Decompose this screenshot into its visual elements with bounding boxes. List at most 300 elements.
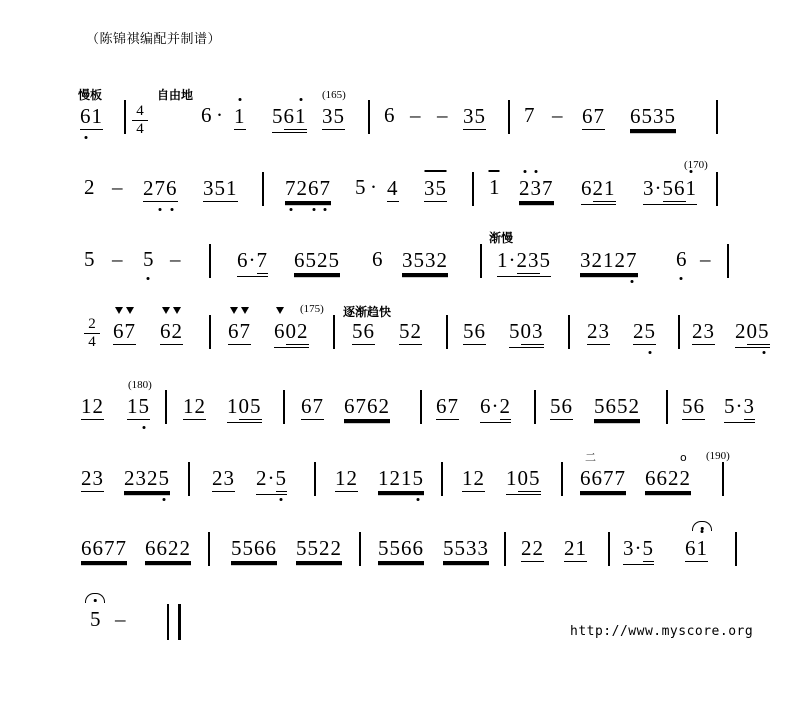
note-digit: 3 bbox=[643, 176, 655, 200]
octave-dot-low bbox=[159, 208, 162, 211]
term-ziyoudi: 自由地 bbox=[157, 88, 194, 102]
note-digit: 1 bbox=[295, 105, 307, 127]
note-digit: 5 bbox=[413, 248, 425, 272]
note-digit: 6 bbox=[582, 104, 594, 128]
note-group bbox=[519, 177, 554, 202]
final-double-barline bbox=[167, 604, 181, 640]
barline bbox=[568, 315, 570, 349]
note-digit: 2 bbox=[692, 319, 704, 343]
note-digit: 2 bbox=[147, 466, 159, 490]
note-digit: 1 bbox=[575, 536, 587, 560]
note-group bbox=[183, 395, 206, 420]
note-digit: 7 bbox=[312, 394, 324, 418]
barline bbox=[124, 100, 126, 134]
note-digit: 5 bbox=[641, 104, 653, 128]
note-digit: 0 bbox=[746, 319, 758, 343]
time-sig-numerator: 2 bbox=[84, 317, 100, 334]
note-group bbox=[580, 249, 638, 274]
barline bbox=[480, 244, 482, 278]
note-group bbox=[143, 177, 178, 202]
system-5 bbox=[0, 378, 790, 440]
measure-number: (165) bbox=[322, 89, 346, 101]
measure-number: (190) bbox=[706, 450, 730, 462]
beam-subgroup bbox=[643, 537, 655, 562]
note-group bbox=[506, 467, 541, 495]
note-digit: 6 bbox=[145, 536, 157, 560]
note-digit: 5 bbox=[214, 176, 226, 200]
barline bbox=[314, 462, 316, 496]
note-digit: 2 bbox=[628, 394, 640, 418]
note-digit: 3 bbox=[531, 177, 543, 199]
note-digit: 5 bbox=[399, 319, 411, 343]
note-digit: 2 bbox=[592, 176, 604, 200]
barline bbox=[735, 532, 737, 566]
note-digit: 5 bbox=[436, 177, 448, 199]
beam-subgroup bbox=[284, 105, 307, 130]
note-digit: 6 bbox=[363, 319, 375, 343]
barline bbox=[678, 315, 680, 349]
note-group bbox=[436, 395, 459, 420]
note-digit: 5 bbox=[509, 319, 521, 343]
note-group bbox=[80, 105, 103, 130]
note-digit: 6 bbox=[401, 536, 413, 560]
note-digit: 2 bbox=[378, 394, 390, 418]
augmentation-dot: · bbox=[735, 394, 744, 418]
fermata-icon bbox=[692, 521, 712, 531]
note-group bbox=[497, 249, 551, 277]
note-digit: 5 bbox=[539, 248, 551, 272]
note-digit: 6 bbox=[581, 176, 593, 200]
note-group bbox=[463, 105, 486, 130]
octave-dot-low bbox=[163, 498, 166, 501]
note-digit: 6 bbox=[156, 536, 168, 560]
note-digit: 6 bbox=[80, 105, 92, 127]
octave-dot-low bbox=[649, 351, 652, 354]
measure-number: (170) bbox=[684, 159, 708, 171]
octave-dot-low bbox=[312, 208, 315, 211]
barline bbox=[359, 532, 361, 566]
note-digit: 1 bbox=[686, 177, 698, 199]
barline bbox=[188, 462, 190, 496]
note: 6 bbox=[384, 103, 395, 127]
note-group bbox=[633, 320, 656, 345]
augmentation-dot: · bbox=[491, 394, 500, 418]
note-group bbox=[509, 320, 544, 348]
note-group bbox=[564, 537, 587, 562]
barline bbox=[333, 315, 335, 349]
note-digit: 1 bbox=[462, 466, 474, 490]
note-digit: 6 bbox=[160, 320, 172, 342]
note-digit: 7 bbox=[447, 394, 459, 418]
note-digit: 2 bbox=[499, 394, 511, 418]
note-digit: 2 bbox=[296, 176, 308, 200]
note-digit: 5 bbox=[296, 536, 308, 560]
note-group bbox=[735, 320, 770, 348]
note-digit: 1 bbox=[227, 394, 239, 418]
time-sig-denominator: 4 bbox=[136, 121, 144, 137]
note-digit: 3 bbox=[203, 176, 215, 200]
note-digit: 7 bbox=[285, 177, 297, 199]
note-digit: 2 bbox=[319, 536, 331, 560]
note-group bbox=[630, 105, 676, 130]
note-digit: 2 bbox=[587, 319, 599, 343]
note-digit: 1 bbox=[506, 466, 518, 490]
note-group bbox=[124, 467, 170, 492]
system-4 bbox=[0, 303, 790, 365]
note-digit: 3 bbox=[532, 319, 544, 343]
note-digit: 1 bbox=[378, 466, 390, 490]
note-digit: 5 bbox=[642, 536, 654, 560]
note-digit: 3 bbox=[402, 248, 414, 272]
barline bbox=[716, 172, 718, 206]
note-digit: 2 bbox=[532, 536, 544, 560]
octave-dot-high bbox=[299, 98, 302, 101]
note-group bbox=[234, 105, 246, 130]
barline bbox=[561, 462, 563, 496]
note-digit: 7 bbox=[320, 177, 332, 199]
note-digit: 2 bbox=[436, 248, 448, 272]
note-group bbox=[594, 395, 640, 420]
measure-number: (175) bbox=[300, 303, 324, 315]
barline bbox=[446, 315, 448, 349]
beam-subgroup bbox=[747, 320, 770, 345]
note-group bbox=[480, 395, 511, 423]
note-digit: 5 bbox=[242, 536, 254, 560]
time-sig-denominator: 4 bbox=[88, 334, 96, 350]
note-digit: 1 bbox=[401, 466, 413, 490]
note-digit: 2 bbox=[92, 394, 104, 418]
note-digit: 5 bbox=[328, 248, 340, 272]
note-digit: 6 bbox=[561, 394, 573, 418]
note-digit: 6 bbox=[480, 394, 492, 418]
barline bbox=[165, 390, 167, 424]
note-group bbox=[462, 467, 485, 492]
system-3 bbox=[0, 232, 790, 294]
beam-subgroup bbox=[593, 177, 616, 202]
note-digit: 2 bbox=[194, 394, 206, 418]
note-digit: 6 bbox=[237, 248, 249, 272]
sustain-dash: – bbox=[112, 247, 123, 271]
augmentation-dot: · bbox=[267, 466, 276, 490]
barline bbox=[262, 172, 264, 206]
note-group bbox=[581, 177, 616, 205]
note-digit: 7 bbox=[104, 536, 116, 560]
note-digit: 7 bbox=[542, 176, 554, 200]
note-digit: 6 bbox=[580, 466, 592, 490]
octave-dot-low bbox=[762, 351, 765, 354]
note-group bbox=[463, 320, 486, 345]
note-digit: 2 bbox=[124, 466, 136, 490]
system-2 bbox=[0, 160, 790, 222]
note-digit: 5 bbox=[758, 320, 770, 342]
note-digit: 6 bbox=[301, 394, 313, 418]
octave-dot-low bbox=[680, 277, 683, 280]
note bbox=[143, 249, 154, 270]
note-digit: 6 bbox=[645, 466, 657, 490]
note-digit: 2 bbox=[516, 248, 528, 272]
barline bbox=[441, 462, 443, 496]
barline bbox=[722, 462, 724, 496]
note-digit: 3 bbox=[477, 536, 489, 560]
note-digit: 3 bbox=[580, 248, 592, 272]
note-digit: 5 bbox=[724, 394, 736, 418]
note-digit: 6 bbox=[436, 394, 448, 418]
beam-subgroup bbox=[239, 395, 262, 420]
note-digit: 7 bbox=[115, 536, 127, 560]
beam-subgroup bbox=[276, 467, 288, 492]
staccato-wedge bbox=[173, 307, 181, 314]
harmonic-mark: o bbox=[680, 451, 687, 464]
note-digit: 7 bbox=[603, 466, 615, 490]
note-digit: 5 bbox=[389, 536, 401, 560]
note-group bbox=[228, 320, 251, 345]
note-group bbox=[81, 537, 127, 562]
note-digit: 2 bbox=[519, 177, 531, 199]
barline bbox=[534, 390, 536, 424]
note-digit: 1 bbox=[234, 105, 246, 127]
beam-subgroup bbox=[257, 249, 269, 274]
note-group bbox=[352, 320, 375, 345]
composer-credit: （陈锦祺编配并制谱） bbox=[86, 32, 222, 47]
note-digit: 5 bbox=[474, 104, 486, 128]
octave-dot-low bbox=[143, 426, 146, 429]
note-group bbox=[685, 537, 708, 562]
note-group bbox=[237, 249, 268, 277]
note-digit: 6 bbox=[254, 536, 266, 560]
note-digit: 5 bbox=[307, 536, 319, 560]
beam-subgroup bbox=[518, 467, 541, 492]
beam-subgroup bbox=[663, 177, 686, 202]
note-digit: 1 bbox=[497, 248, 509, 272]
note: 6 bbox=[372, 247, 383, 271]
barline bbox=[420, 390, 422, 424]
barline bbox=[504, 532, 506, 566]
note-digit: 5 bbox=[250, 394, 262, 418]
augmentation-dot: · bbox=[634, 536, 643, 560]
note-digit: 2 bbox=[179, 536, 191, 560]
note-digit: 3 bbox=[623, 536, 635, 560]
note-digit: 2 bbox=[633, 319, 645, 343]
staccato-wedge bbox=[241, 307, 249, 314]
sustain-dash: – bbox=[170, 247, 181, 271]
note-group bbox=[550, 395, 573, 420]
term-manban: 慢板 bbox=[78, 88, 103, 102]
barline bbox=[608, 532, 610, 566]
note-digit: 6 bbox=[656, 466, 668, 490]
note-group bbox=[692, 320, 715, 345]
barline bbox=[209, 315, 211, 349]
note-group bbox=[81, 395, 104, 420]
note-group bbox=[645, 467, 691, 492]
note-digit: 2 bbox=[473, 466, 485, 490]
note-digit: 6 bbox=[274, 320, 286, 342]
time-signature-2-4 bbox=[84, 317, 100, 350]
note-digit: 6 bbox=[265, 536, 277, 560]
note-digit: 5 bbox=[159, 467, 171, 489]
note-group bbox=[285, 177, 331, 202]
note-digit: 5 bbox=[529, 466, 541, 490]
note-group bbox=[344, 395, 390, 420]
octave-dot-low bbox=[324, 208, 327, 211]
note-digit: 1 bbox=[604, 176, 616, 200]
note-group bbox=[127, 395, 150, 420]
note-digit: 2 bbox=[168, 536, 180, 560]
note-digit: 6 bbox=[674, 176, 686, 200]
note-digit: 2 bbox=[389, 466, 401, 490]
note-digit: 7 bbox=[593, 104, 605, 128]
note-group bbox=[682, 395, 705, 420]
note-group bbox=[582, 105, 605, 130]
barline bbox=[208, 532, 210, 566]
note-digit: 0 bbox=[517, 466, 529, 490]
barline bbox=[283, 390, 285, 424]
note-digit: 6 bbox=[412, 536, 424, 560]
note-digit: 1 bbox=[335, 466, 347, 490]
note-digit: 1 bbox=[127, 394, 139, 418]
note-digit: 2 bbox=[564, 536, 576, 560]
system-1 bbox=[0, 88, 790, 150]
note-digit: 3 bbox=[463, 104, 475, 128]
octave-dot-low bbox=[417, 498, 420, 501]
note-group bbox=[81, 467, 104, 492]
octave-dot-low bbox=[147, 277, 150, 280]
note-digit: 5 bbox=[550, 394, 562, 418]
octave-bar-high bbox=[436, 170, 447, 172]
source-url: http://www.myscore.org bbox=[570, 624, 754, 639]
note-digit: 7 bbox=[256, 248, 268, 272]
sustain-dash: – bbox=[437, 103, 448, 127]
note-digit: 0 bbox=[238, 394, 250, 418]
note-group bbox=[212, 467, 235, 492]
note-digit: 6 bbox=[685, 536, 697, 560]
augmentation-dot: · bbox=[370, 175, 377, 199]
note-group bbox=[256, 467, 287, 495]
note-digit: 0 bbox=[285, 319, 297, 343]
term-zhujianquikuai: 逐渐趋快 bbox=[343, 305, 392, 319]
note-digit: 5 bbox=[276, 467, 288, 489]
note-digit: 5 bbox=[333, 104, 345, 128]
note-group bbox=[724, 395, 755, 423]
note-digit: 5 bbox=[90, 607, 101, 631]
measure-number: (180) bbox=[128, 379, 152, 391]
note-digit: 7 bbox=[240, 320, 252, 342]
note-digit: 7 bbox=[614, 466, 626, 490]
note-digit: 6 bbox=[676, 247, 687, 271]
barline bbox=[727, 244, 729, 278]
beam-subgroup bbox=[500, 395, 512, 420]
sustain-dash: – bbox=[115, 607, 126, 631]
staccato-wedge bbox=[276, 307, 284, 314]
note-digit: 5 bbox=[139, 395, 151, 417]
note-digit: 3 bbox=[743, 394, 755, 418]
sustain-dash: – bbox=[410, 103, 421, 127]
note-digit: 6 bbox=[228, 320, 240, 342]
note-digit: 1 bbox=[91, 104, 103, 128]
note-digit: 2 bbox=[735, 319, 747, 343]
note-group bbox=[296, 537, 342, 562]
octave-dot-low bbox=[84, 136, 87, 139]
note-digit: 2 bbox=[346, 466, 358, 490]
note-digit: 7 bbox=[155, 177, 167, 199]
note-digit: 5 bbox=[594, 394, 606, 418]
barline bbox=[368, 100, 370, 134]
octave-dot-high bbox=[238, 98, 241, 101]
note: 5 bbox=[355, 175, 366, 199]
fermata-icon bbox=[85, 593, 105, 603]
note-digit: 6 bbox=[92, 536, 104, 560]
octave-dot-high bbox=[523, 170, 526, 173]
note-digit: 6 bbox=[367, 394, 379, 418]
note-digit: 6 bbox=[113, 320, 125, 342]
note-digit: 5 bbox=[664, 104, 676, 128]
augmentation-dot: · bbox=[508, 248, 517, 272]
barline bbox=[716, 100, 718, 134]
note-digit: 2 bbox=[172, 320, 184, 342]
note-digit: 5 bbox=[231, 536, 243, 560]
term-jianman: 渐慢 bbox=[489, 231, 514, 245]
augmentation-dot: · bbox=[248, 248, 257, 272]
system-7 bbox=[0, 520, 790, 582]
note: 2 bbox=[84, 175, 95, 199]
octave-dot-high bbox=[535, 170, 538, 173]
note-digit: 3 bbox=[598, 319, 610, 343]
note-digit: 3 bbox=[466, 536, 478, 560]
note-digit: 5 bbox=[352, 319, 364, 343]
note-group bbox=[443, 537, 489, 562]
octave-dot-low bbox=[280, 498, 283, 501]
note-digit: 5 bbox=[645, 320, 657, 342]
barline bbox=[472, 172, 474, 206]
note-digit: 3 bbox=[528, 248, 540, 272]
note-digit: 6 bbox=[693, 394, 705, 418]
note-digit: 0 bbox=[520, 319, 532, 343]
note-group bbox=[587, 320, 610, 345]
note-group bbox=[203, 177, 238, 202]
note-group bbox=[402, 249, 448, 274]
note-digit: 7 bbox=[355, 394, 367, 418]
note-digit: 6 bbox=[605, 394, 617, 418]
note-digit: 2 bbox=[668, 466, 680, 490]
note-digit: 2 bbox=[521, 536, 533, 560]
note-digit: 5 bbox=[682, 394, 694, 418]
note-group bbox=[301, 395, 324, 420]
note-group bbox=[643, 177, 697, 205]
system-8 bbox=[0, 592, 790, 654]
string-indication: 二 bbox=[585, 451, 596, 464]
note-digit: 2 bbox=[317, 248, 329, 272]
note-digit: 2 bbox=[591, 248, 603, 272]
note-digit: 6 bbox=[630, 104, 642, 128]
beam-subgroup bbox=[521, 320, 544, 345]
note-digit: 2 bbox=[143, 176, 155, 200]
octave-bar-high bbox=[424, 170, 435, 172]
note-group bbox=[335, 467, 358, 492]
note-group bbox=[580, 467, 626, 492]
staccato-wedge bbox=[230, 307, 238, 314]
note-digit: 6 bbox=[166, 177, 178, 199]
note-digit: 5 bbox=[143, 247, 154, 271]
note-digit: 5 bbox=[272, 104, 284, 128]
note-digit: 6 bbox=[344, 394, 356, 418]
augmentation-dot: · bbox=[654, 176, 663, 200]
beam-subgroup bbox=[517, 249, 540, 274]
octave-bar-high bbox=[489, 170, 500, 172]
note-group bbox=[145, 537, 191, 562]
note-digit: 2 bbox=[614, 248, 626, 272]
staccato-wedge bbox=[115, 307, 123, 314]
barline bbox=[666, 390, 668, 424]
augmentation-dot: · bbox=[216, 103, 223, 127]
